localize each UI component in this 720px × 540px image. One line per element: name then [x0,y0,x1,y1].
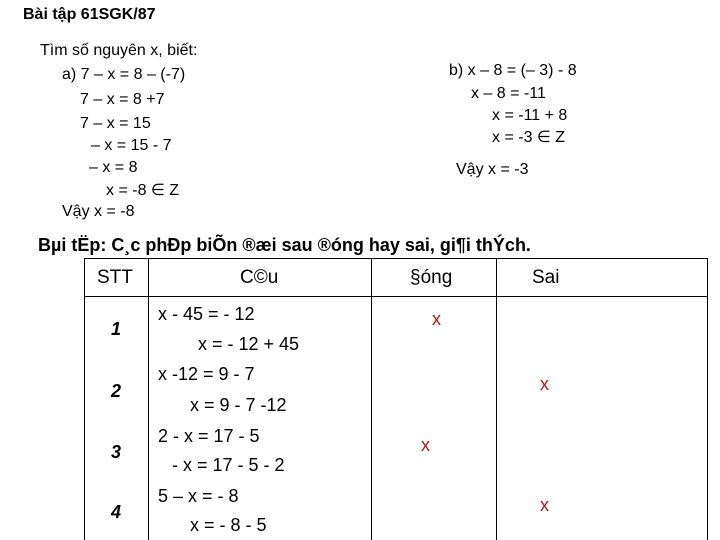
part-b-step: x = -11 + 8 [492,107,568,124]
table-column-divider [371,258,372,540]
row-stt: 1 [111,319,122,339]
part-a-conclusion: Vậy x = -8 [62,203,135,220]
exercise-prompt: Tìm số nguyên x, biết: [40,42,198,59]
row-stt: 4 [111,502,122,522]
row-equation-line2: x = 9 - 7 -12 [190,395,287,415]
row-equation-line2: x = - 12 + 45 [198,334,300,354]
task-heading: Bµi tËp: C¸c phÐp biÕn ®æi sau ®óng hay sai, gi¶i thÝch. [38,235,531,255]
table-border-right [707,258,708,540]
row-equation-line1: 5 – x = - 8 [158,486,239,506]
part-b-label: b) x – 8 = (– 3) - 8 [449,62,577,79]
row-mark-sai: x [540,495,549,515]
header-stt: STT [97,267,133,288]
header-dung: §óng [410,267,453,288]
row-stt: 2 [111,381,122,401]
header-cau: C©u [240,267,279,288]
part-b-step: x – 8 = -11 [471,85,546,102]
header-sai: Sai [532,267,560,288]
part-a-label: a) 7 – x = 8 – (-7) [62,66,186,83]
part-b-conclusion: Vậy x = -3 [456,161,529,178]
part-a-step: – x = 8 [89,159,138,176]
row-stt: 3 [111,442,122,462]
table-border-top [84,258,708,259]
row-equation-line2: - x = 17 - 5 - 2 [172,455,285,475]
row-equation-line1: x - 45 = - 12 [158,304,255,324]
table-column-divider [148,258,149,540]
row-mark-dung: x [421,435,430,455]
row-mark-dung: x [432,309,441,329]
exercise-title: Bài tập 61SGK/87 [23,6,156,23]
part-b-step: x = -3 ∈ Z [492,129,566,146]
part-a-step: 7 – x = 15 [80,115,151,132]
row-equation-line1: x -12 = 9 - 7 [158,364,255,384]
table-border-left [84,258,85,540]
table-header-divider [84,296,708,297]
row-equation-line2: x = - 8 - 5 [190,515,267,535]
part-a-step: x = -8 ∈ Z [106,182,180,199]
row-equation-line1: 2 - x = 17 - 5 [158,426,260,446]
part-a-step: – x = 15 - 7 [91,137,172,154]
row-mark-sai: x [540,374,549,394]
part-a-step: 7 – x = 8 +7 [80,91,165,108]
table-column-divider [496,258,497,540]
